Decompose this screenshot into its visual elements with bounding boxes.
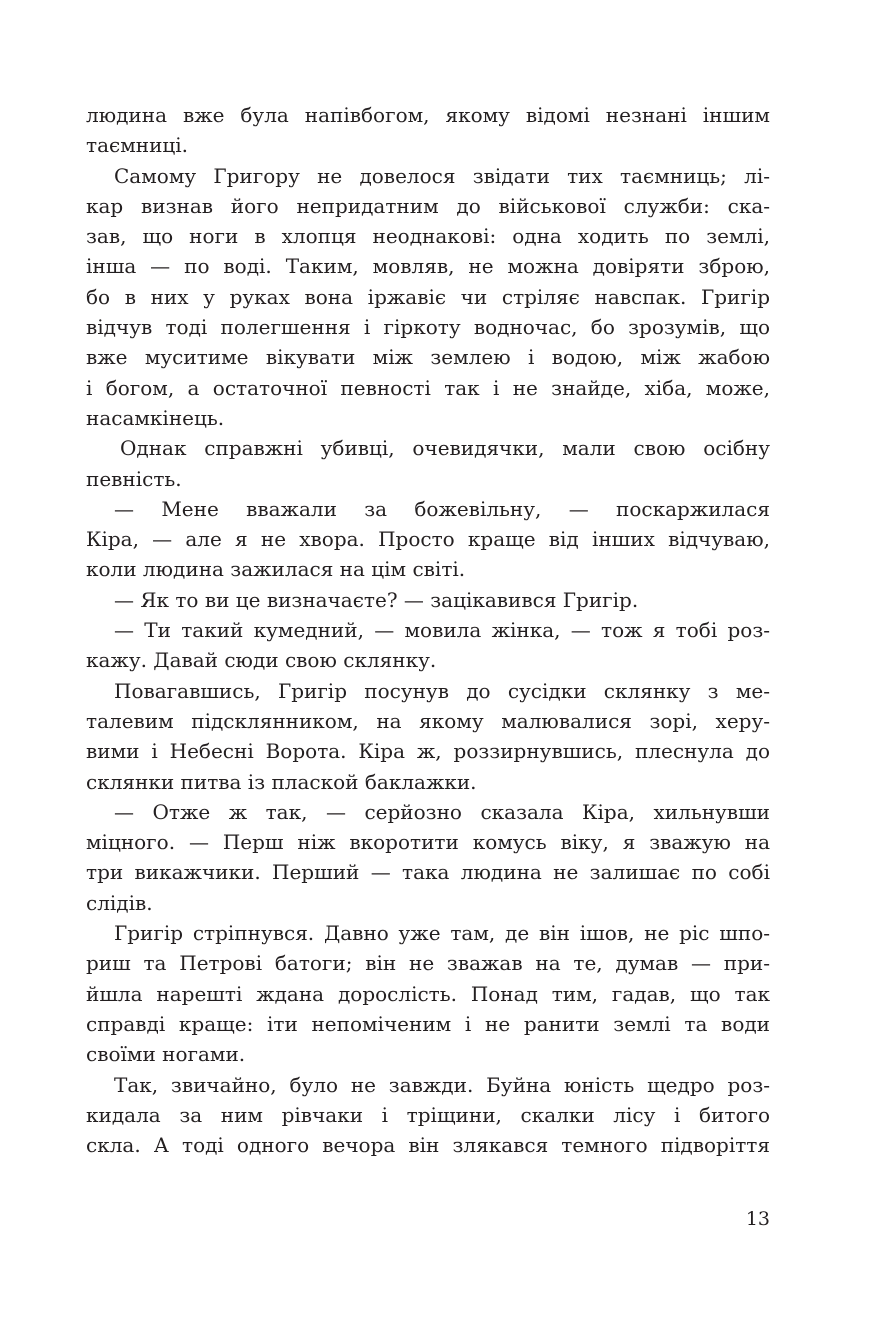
text-line: інша — по воді. Таким, мовляв, не можна довіряти зброю,	[86, 254, 770, 279]
text-line: Григір стріпнувся. Давно уже там, де він ішов, не ріс шпо-	[114, 921, 770, 946]
text-line: коли людина зажилася на цім світі.	[86, 557, 466, 582]
text-line: — Ти такий кумедний, — мовила жінка, — тож я тобі роз-	[114, 618, 770, 643]
text-line: насамкінець.	[86, 405, 225, 430]
text-line: Самому Григору не довелося звідати тих таємниць; лі-	[114, 163, 770, 188]
text-line: три викажчики. Перший — така людина не залишає по собі	[86, 860, 770, 885]
text-line: скла. А тоді одного вечора він злякався темного підворіття	[86, 1133, 770, 1158]
text-line: відчув тоді полегшення і гіркоту водночас, бо зрозумів, що	[86, 315, 770, 340]
text-line: — Отже ж так, — серйозно сказала Кіра, хильнувши	[114, 799, 770, 824]
text-line: риш та Петрові батоги; він не зважав на те, думав — при-	[86, 951, 770, 976]
text-line: — Мене вважали за божевільну, — поскаржилася	[114, 496, 770, 521]
text-line: і богом, а остаточної певності так і не знайде, хіба, може,	[86, 375, 770, 400]
text-line: Кіра, — але я не хвора. Просто краще від інших відчуваю,	[86, 527, 770, 552]
text-line: кар визнав його непридатним до військової служби: ска-	[86, 193, 770, 218]
text-line: кажу. Давай сюди свою склянку.	[86, 648, 437, 673]
text-line: справді краще: іти непоміченим і не ранити землі та води	[86, 1011, 770, 1036]
text-line: слідів.	[86, 890, 153, 915]
text-line: людина вже була напівбогом, якому відомі незнані іншим	[86, 103, 770, 127]
text-line: Однак справжні убивці, очевидячки, мали свою осібну	[120, 436, 770, 461]
text-line: вими і Небесні Ворота. Кіра ж, роззирнувшись, плеснула до	[86, 739, 770, 764]
text-line: — Як то ви це визначаєте? — зацікавився Григір.	[114, 587, 639, 612]
text-line: Повагавшись, Григір посунув до сусідки склянку з ме-	[114, 678, 770, 703]
page-number: 13	[745, 1208, 770, 1230]
text-line: своїми ногами.	[86, 1042, 246, 1067]
body-text	[86, 100, 770, 1160]
text-line: Так, звичайно, було не завжди. Буйна юність щедро роз-	[114, 1072, 770, 1097]
text-line: талевим підсклянником, на якому малювалися зорі, херу-	[86, 708, 770, 733]
text-line: таємниці.	[86, 133, 189, 158]
text-line: зав, що ноги в хлопця неоднакові: одна ходить по землі,	[86, 224, 770, 249]
text-line: кидала за ним рівчаки і тріщини, скалки лісу і битого	[86, 1102, 770, 1127]
text-line: бо в них у руках вона іржавіє чи стріляє навспак. Григір	[86, 284, 770, 309]
text-line: вже муситиме вікувати між землею і водою, між жабою	[86, 345, 770, 370]
text-line: йшла нарешті ждана дорослість. Понад тим, гадав, що так	[86, 981, 770, 1006]
text-line: певність.	[86, 466, 182, 491]
text-line: склянки питва із плаской баклажки.	[86, 769, 477, 794]
text-line: міцного. — Перш ніж вкоротити комусь віку, я зважую на	[86, 830, 770, 855]
